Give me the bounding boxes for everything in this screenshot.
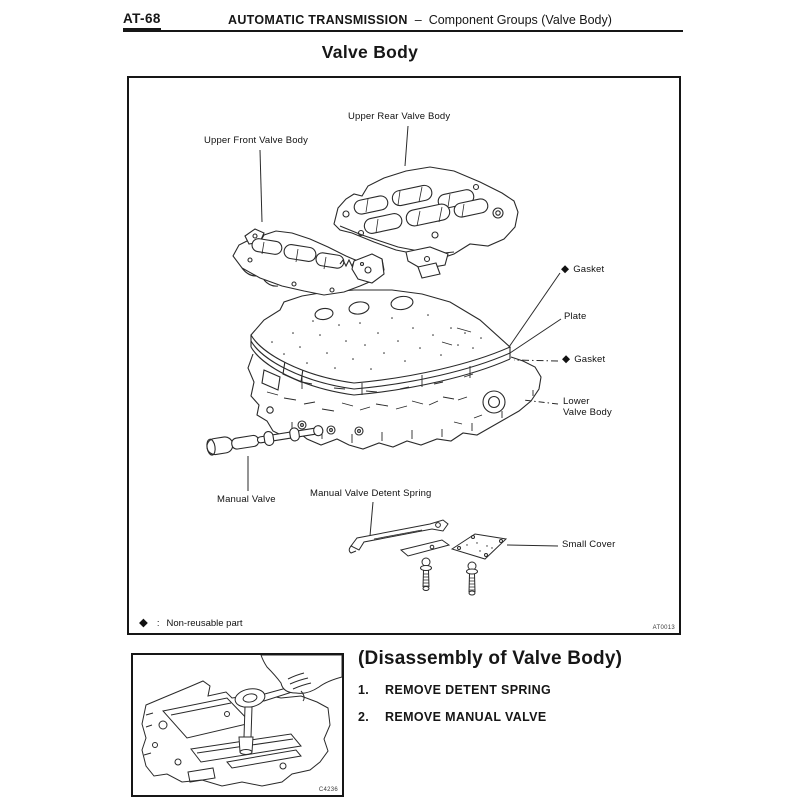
disassembly-illustration-drawing <box>133 655 342 795</box>
page-title: Valve Body <box>321 42 419 62</box>
legend-colon: : <box>156 617 160 629</box>
procedure-step <box>358 683 698 697</box>
non-reusable-diamond-icon: ◆ <box>139 616 148 629</box>
diagram-figure-code: AT0013 <box>652 625 675 631</box>
bolts-drawing <box>421 558 478 595</box>
label-gasket-bottom: ◆ Gasket <box>562 353 606 366</box>
header-separator: – <box>414 13 422 27</box>
step-text: REMOVE MANUAL VALVE <box>385 710 547 724</box>
label-plate: Plate <box>564 311 587 322</box>
label-manual-valve: Manual Valve <box>217 494 276 505</box>
procedure-section <box>358 648 698 724</box>
manual-valve-detent-spring-drawing <box>349 520 449 556</box>
page-number: AT-68 <box>123 11 161 30</box>
small-cover-drawing <box>452 534 506 559</box>
header-title <box>228 13 612 27</box>
header-section: AUTOMATIC TRANSMISSION <box>228 13 408 27</box>
label-lower-valve-body: Lower Valve Body <box>563 396 612 419</box>
label-gasket-top: ◆ Gasket <box>561 263 605 276</box>
procedure-step <box>358 710 698 724</box>
legend-text: Non-reusable part <box>166 617 243 629</box>
label-upper-rear-valve-body: Upper Rear Valve Body <box>348 111 451 122</box>
header-rule <box>123 30 683 32</box>
label-upper-front-valve-body: Upper Front Valve Body <box>204 135 308 146</box>
header-subsection: Component Groups (Valve Body) <box>428 13 612 27</box>
illustration-figure-code: C4236 <box>318 787 338 793</box>
procedure-heading: (Disassembly of Valve Body) <box>358 648 623 669</box>
non-reusable-diamond-icon: ◆ <box>562 353 571 366</box>
upper-front-valve-body-drawing <box>233 229 384 295</box>
step-number: 1. <box>358 683 370 697</box>
step-number: 2. <box>358 710 370 724</box>
valve-body-diagram-box <box>127 76 681 635</box>
label-small-cover: Small Cover <box>562 539 616 550</box>
non-reusable-diamond-icon: ◆ <box>561 263 570 276</box>
disassembly-illustration-box <box>131 653 344 797</box>
gasket-plate-stack-drawing <box>251 290 510 395</box>
label-manual-valve-detent-spring: Manual Valve Detent Spring <box>310 488 432 499</box>
non-reusable-legend <box>139 618 243 630</box>
step-text: REMOVE DETENT SPRING <box>385 683 552 697</box>
